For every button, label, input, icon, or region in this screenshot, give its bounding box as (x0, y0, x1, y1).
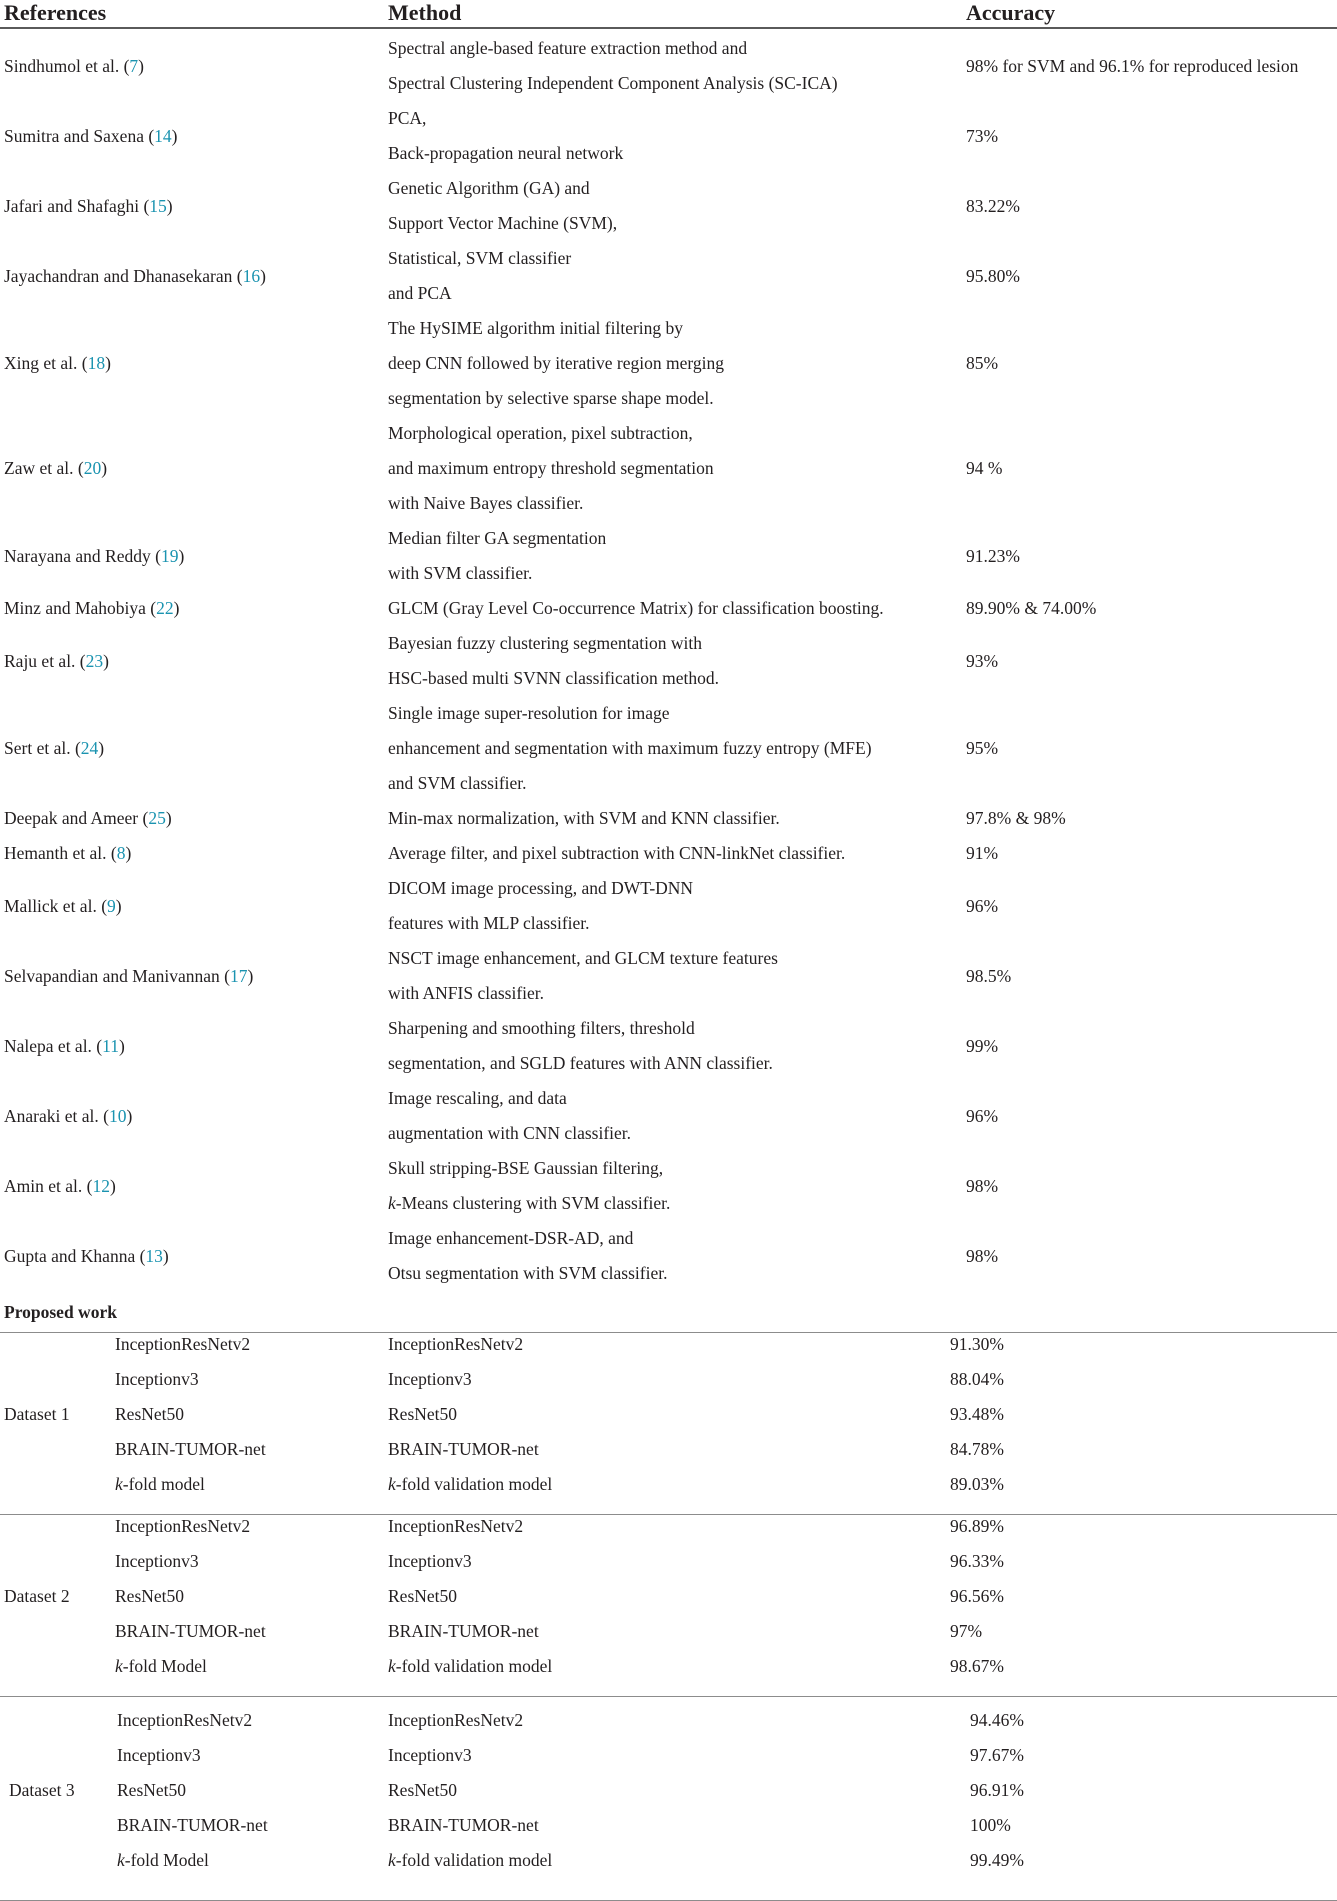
dataset-label: Dataset 1 (4, 1404, 70, 1424)
reference-cell: Jafari and Shafaghi (15) (4, 195, 173, 216)
method-line: Median filter GA segmentation (388, 528, 607, 548)
method-line: segmentation, and SGLD features with ANN classifier. (388, 1053, 773, 1073)
model-method: ResNet50 (388, 1586, 458, 1606)
method-line: Average filter, and pixel subtraction with CNN-linkNet classifier. (388, 843, 846, 863)
method-line: PCA, (388, 108, 427, 128)
proposed-work-title: Proposed work (4, 1302, 117, 1322)
method-line: with SVM classifier. (388, 563, 533, 583)
method-line: Statistical, SVM classifier (388, 248, 572, 268)
model-method: BRAIN-TUMOR-net (388, 1815, 539, 1835)
accuracy-cell: 89.90% & 74.00% (966, 598, 1097, 618)
reference-cell: Deepak and Ameer (25) (4, 808, 172, 828)
method-line: with ANFIS classifier. (388, 983, 545, 1003)
method-line: Spectral angle-based feature extraction method and (388, 38, 748, 58)
reference-cell: Zaw et al. (20) (4, 458, 108, 478)
model-method: k-fold validation model (388, 1474, 553, 1494)
reference-author: Zaw et al. ( (4, 458, 84, 478)
model-method: ResNet50 (388, 1404, 458, 1424)
reference-cell: Amin et al. (12) (4, 1175, 116, 1196)
model-accuracy: 96.89% (950, 1516, 1004, 1536)
model-method: BRAIN-TUMOR-net (388, 1439, 539, 1459)
model-name: InceptionResNetv2 (115, 1516, 251, 1536)
method-line: Image rescaling, and data (388, 1088, 567, 1108)
reference-author: Xing et al. ( (4, 353, 88, 373)
model-method: BRAIN-TUMOR-net (388, 1621, 539, 1641)
model-name: k-fold Model (117, 1850, 209, 1870)
method-line: Bayesian fuzzy clustering segmentation with (388, 633, 702, 653)
method-line: Skull stripping-BSE Gaussian filtering, (388, 1158, 664, 1178)
method-line: Back-propagation neural network (388, 143, 624, 163)
dataset-label: Dataset 3 (9, 1780, 75, 1800)
citation-link[interactable]: 9 (107, 895, 116, 916)
reference-author: Selvapandian and Manivannan ( (4, 965, 230, 986)
model-method: InceptionResNetv2 (388, 1516, 524, 1536)
accuracy-cell: 98% for SVM and 96.1% for reproduced lesion (966, 55, 1299, 76)
model-method: Inceptionv3 (388, 1551, 472, 1571)
reference-author: Jayachandran and Dhanasekaran ( (4, 265, 243, 286)
reference-author: Deepak and Ameer ( (4, 808, 149, 828)
reference-cell: Nalepa et al. (11) (4, 1035, 125, 1056)
model-name: k-fold model (115, 1474, 205, 1494)
method-line: Image enhancement-DSR-AD, and (388, 1228, 634, 1248)
reference-cell: Mallick et al. (9) (4, 895, 122, 916)
citation-link[interactable]: 20 (83, 458, 102, 478)
reference-cell: Hemanth et al. (8) (4, 843, 132, 863)
reference-cell: Xing et al. (18) (4, 353, 111, 373)
reference-author: Minz and Mahobiya ( (4, 598, 157, 618)
citation-link[interactable]: 19 (160, 545, 179, 566)
method-line: GLCM (Gray Level Co-occurrence Matrix) for classification boosting. (388, 598, 884, 618)
model-name: ResNet50 (115, 1586, 185, 1606)
citation-link[interactable]: 16 (242, 265, 261, 286)
model-accuracy: 89.03% (950, 1474, 1004, 1494)
accuracy-cell: 94 % (966, 458, 1003, 478)
model-name: Inceptionv3 (117, 1745, 201, 1765)
reference-author: Amin et al. ( (4, 1175, 93, 1196)
model-name: Inceptionv3 (115, 1551, 199, 1571)
method-line: deep CNN followed by iterative region merging (388, 353, 724, 373)
reference-author: Gupta and Khanna ( (4, 1245, 146, 1266)
accuracy-cell: 93% (966, 650, 999, 671)
model-accuracy: 98.67% (950, 1656, 1004, 1676)
citation-link[interactable]: 17 (229, 965, 248, 986)
accuracy-cell: 83.22% (966, 195, 1020, 216)
reference-cell: Sert et al. (24) (4, 738, 105, 758)
reference-author: Hemanth et al. ( (4, 843, 117, 863)
reference-author: Sindhumol et al. ( (4, 55, 130, 76)
reference-cell: Sindhumol et al. (7) (4, 55, 144, 76)
dataset-label: Dataset 2 (4, 1586, 70, 1606)
reference-cell: Selvapandian and Manivannan (17) (4, 965, 254, 986)
citation-link[interactable]: 7 (129, 55, 139, 76)
accuracy-cell: 95.80% (966, 265, 1020, 286)
method-line: and maximum entropy threshold segmentation (388, 458, 714, 478)
method-line: Single image super-resolution for image (388, 703, 670, 723)
model-name: BRAIN-TUMOR-net (115, 1621, 266, 1641)
method-line: and SVM classifier. (388, 773, 527, 793)
model-name: Inceptionv3 (115, 1369, 199, 1389)
reference-author: Anaraki et al. ( (4, 1105, 109, 1126)
method-line: Morphological operation, pixel subtraction, (388, 423, 693, 443)
model-accuracy: 94.46% (970, 1710, 1024, 1730)
model-method: Inceptionv3 (388, 1745, 472, 1765)
model-name: InceptionResNetv2 (115, 1334, 251, 1354)
method-line: Spectral Clustering Independent Component Analysis (SC-ICA) (388, 73, 838, 93)
header-accuracy: Accuracy (966, 0, 1056, 25)
model-method: k-fold validation model (388, 1850, 553, 1870)
reference-cell: Gupta and Khanna (13) (4, 1245, 169, 1266)
header-rule (0, 27, 1337, 29)
header-references: References (4, 0, 107, 25)
accuracy-cell: 85% (966, 353, 999, 373)
reference-cell: Sumitra and Saxena (14) (4, 125, 178, 146)
citation-link[interactable]: 8 (116, 843, 126, 863)
citation-link[interactable]: 24 (80, 738, 99, 758)
model-accuracy: 96.56% (950, 1586, 1004, 1606)
method-line: and PCA (388, 283, 452, 303)
citation-link[interactable]: 14 (154, 125, 172, 146)
method-line: The HySIME algorithm initial filtering by (388, 318, 684, 338)
accuracy-cell: 73% (966, 125, 999, 146)
model-name: ResNet50 (117, 1780, 187, 1800)
citation-link[interactable]: 23 (85, 650, 104, 671)
model-name: BRAIN-TUMOR-net (117, 1815, 268, 1835)
reference-author: Mallick et al. ( (4, 895, 108, 916)
citation-link[interactable]: 11 (102, 1035, 119, 1056)
model-accuracy: 97.67% (970, 1745, 1024, 1765)
citation-link[interactable]: 18 (87, 353, 106, 373)
dataset-divider (0, 1696, 1337, 1697)
model-name: BRAIN-TUMOR-net (115, 1439, 266, 1459)
accuracy-cell: 96% (966, 895, 999, 916)
method-line: with Naive Bayes classifier. (388, 493, 584, 513)
model-method: Inceptionv3 (388, 1369, 472, 1389)
reference-cell: Narayana and Reddy (19) (4, 545, 185, 566)
method-line: segmentation by selective sparse shape model. (388, 388, 714, 408)
model-accuracy: 91.30% (950, 1334, 1004, 1354)
model-accuracy: 100% (970, 1815, 1011, 1835)
method-line: DICOM image processing, and DWT-DNN (388, 878, 694, 898)
model-accuracy: 96.91% (970, 1780, 1024, 1800)
method-line: Sharpening and smoothing filters, threshold (388, 1018, 695, 1038)
accuracy-cell: 98% (966, 1245, 999, 1266)
accuracy-cell: 98.5% (966, 965, 1012, 986)
model-method: ResNet50 (388, 1780, 458, 1800)
model-accuracy: 97% (950, 1621, 983, 1641)
accuracy-cell: 97.8% & 98% (966, 808, 1066, 828)
model-name: k-fold Model (115, 1656, 207, 1676)
citation-link[interactable]: 13 (145, 1245, 163, 1266)
reference-cell: Minz and Mahobiya (22) (4, 598, 180, 618)
accuracy-cell: 95% (966, 738, 999, 758)
model-name: InceptionResNetv2 (117, 1710, 253, 1730)
accuracy-cell: 91% (966, 843, 999, 863)
reference-author: Narayana and Reddy ( (4, 545, 161, 566)
method-line: k-Means clustering with SVM classifier. (388, 1193, 671, 1213)
model-name: ResNet50 (115, 1404, 185, 1424)
accuracy-cell: 91.23% (966, 545, 1020, 566)
method-line: augmentation with CNN classifier. (388, 1123, 632, 1143)
method-line: HSC-based multi SVNN classification method. (388, 668, 720, 688)
citation-link[interactable]: 25 (148, 808, 166, 828)
reference-cell: Raju et al. (23) (4, 650, 109, 671)
model-accuracy: 96.33% (950, 1551, 1004, 1571)
model-method: InceptionResNetv2 (388, 1334, 524, 1354)
model-accuracy: 88.04% (950, 1369, 1004, 1389)
citation-link[interactable]: 12 (92, 1175, 110, 1196)
accuracy-cell: 99% (966, 1035, 999, 1056)
reference-author: Sumitra and Saxena ( (4, 125, 155, 146)
reference-cell: Anaraki et al. (10) (4, 1105, 133, 1126)
model-method: k-fold validation model (388, 1656, 553, 1676)
method-line: enhancement and segmentation with maximum fuzzy entropy (MFE) (388, 738, 872, 758)
reference-cell: Jayachandran and Dhanasekaran (16) (4, 265, 266, 286)
citation-link[interactable]: 15 (149, 195, 167, 216)
method-line: Min-max normalization, with SVM and KNN classifier. (388, 808, 780, 828)
method-line: Otsu segmentation with SVM classifier. (388, 1263, 668, 1283)
accuracy-cell: 98% (966, 1175, 999, 1196)
method-line: NSCT image enhancement, and GLCM texture features (388, 948, 778, 968)
reference-author: Nalepa et al. ( (4, 1035, 103, 1056)
method-line: features with MLP classifier. (388, 913, 590, 933)
dataset-divider (0, 1514, 1337, 1515)
model-accuracy: 99.49% (970, 1850, 1024, 1870)
method-line: Support Vector Machine (SVM), (388, 213, 618, 233)
method-line: Genetic Algorithm (GA) and (388, 178, 590, 198)
accuracy-cell: 96% (966, 1105, 999, 1126)
reference-author: Sert et al. ( (4, 738, 81, 758)
dataset-divider (0, 1332, 1337, 1333)
model-accuracy: 84.78% (950, 1439, 1004, 1459)
reference-author: Jafari and Shafaghi ( (4, 195, 150, 216)
model-method: InceptionResNetv2 (388, 1710, 524, 1730)
model-accuracy: 93.48% (950, 1404, 1004, 1424)
header-method: Method (388, 0, 462, 25)
citation-link[interactable]: 10 (108, 1105, 127, 1126)
citation-link[interactable]: 22 (156, 598, 174, 618)
reference-author: Raju et al. ( (4, 650, 86, 671)
